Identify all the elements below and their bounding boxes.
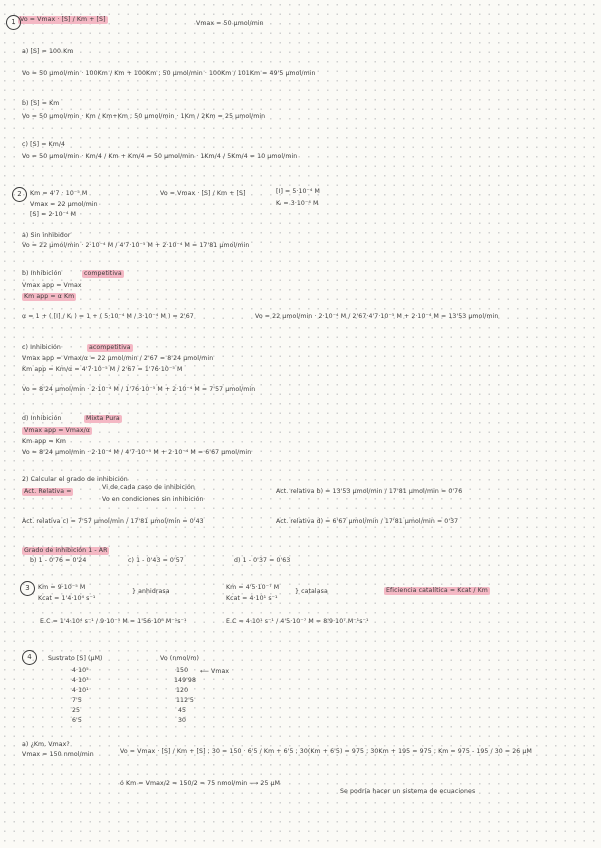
note-line-j4: Km = 4'5·10⁻⁷ M: [226, 584, 280, 591]
note-line-k10: 149'98: [174, 677, 196, 684]
note-line-k0: ⟵ Vmax: [200, 668, 230, 675]
note-line-d2: Vo = 22 μmol/min · 2·10⁻⁴ M / 4'7·10⁻⁵ M + 2·10⁻⁴ M = 17'81 μmol/min: [22, 242, 250, 249]
note-line-e4: α = 1 + ( [I] / Kᵢ ) = 1 + ( 5·10⁻⁴ M / 3·10⁻⁴ M ) = 2'67: [22, 313, 194, 320]
note-line-e3: Km app = α Km: [24, 293, 75, 300]
note-line-f1h: acompetitiva: [89, 344, 131, 351]
note-line-f3: Km app = Km/α = 4'7·10⁻⁵ M / 2'67 = 1'76·10⁻⁵ M: [22, 366, 183, 373]
note-line-c2: Vo = 50 μmol/min · Km/4 / Km + Km/4 = 50 μmol/min · 1Km/4 / 5Km/4 = 10 μmol/min: [22, 153, 298, 160]
note-line-a2: Vo = 50 μmol/min · 100Km / Km + 100Km ; 50 μmol/min · 100Km / 101Km = 49'5 μmol/min: [22, 70, 316, 77]
note-line-k4: 4·10³: [72, 677, 89, 684]
note-line-g3: Km app = Km: [22, 438, 67, 445]
note-line-k7: 25: [72, 707, 81, 714]
note-line-k3: 4·10⁵: [72, 667, 89, 674]
note-line-f1: c) Inhibición: [22, 344, 61, 351]
note-line-j3: } anhidrasa: [132, 588, 170, 595]
note-line-i1: Grado de inhibición 1 - AR: [24, 547, 108, 554]
problem-number-1: 1: [6, 15, 21, 30]
note-line-g1h: Mixta Pura: [86, 415, 120, 422]
note-line-j5: Kcat = 4·10¹ s⁻¹: [226, 595, 278, 602]
note-line-e1h: competitiva: [84, 270, 122, 277]
problem-number-2: 2: [12, 187, 27, 202]
note-line-p2d: Kᵢ = 3·10⁻⁴ M: [276, 200, 319, 207]
note-line-j2: Kcat = 1'4·10⁴ s⁻¹: [38, 595, 96, 602]
note-line-p2f: [S] = 2·10⁻⁴ M: [30, 211, 77, 218]
note-line-j1: Km = 9·10⁻⁵ M: [38, 584, 86, 591]
note-line-j8: E.C = 1'4·10⁴ s⁻¹ / 9·10⁻⁵ M = 1'56·10⁸ M⁻¹s⁻¹: [40, 618, 187, 625]
note-line-j9: E.C = 4·10¹ s⁻¹ / 4'5·10⁻⁷ M = 8'9·10⁷ M⁻¹s⁻¹: [226, 618, 369, 625]
note-line-i3: c) 1 - 0'43 = 0'57: [128, 557, 184, 564]
problem-number-4: 4: [22, 650, 37, 665]
note-line-i2: b) 1 - 0'76 = 0'24: [30, 557, 87, 564]
note-line-p2a: Km = 4'7 · 10⁻⁵ M: [30, 190, 88, 197]
note-line-b2: Vo = 50 μmol/min · Km / Km+Km ; 50 μmol/min · 1Km / 2Km = 25 μmol/min: [22, 113, 266, 120]
note-line-k11: 120: [176, 687, 189, 694]
note-line-k1: Sustrato [S] (μM): [48, 655, 103, 662]
note-line-l1: a) ¿Km, Vmax?: [22, 741, 70, 748]
note-line-l5: Se podría hacer un sistema de ecuaciones: [340, 788, 476, 795]
note-line-k6: 7'5: [72, 697, 82, 704]
note-line-h5: Act. relativa b) = 13'53 μmol/min / 17'81 μmol/min = 0'76: [276, 488, 463, 495]
note-line-a1: a) [S] = 100 Km: [22, 48, 74, 55]
note-line-p2c: [I] = 5·10⁻⁴ M: [276, 188, 320, 195]
note-line-h4: Vo en condiciones sin inhibición: [102, 496, 204, 503]
note-line-f2: Vmax app = Vmax/α = 22 μmol/min / 2'67 = 8'24 μmol/min: [22, 355, 214, 362]
note-line-h6: Act. relativa c) = 7'57 μmol/min / 17'81 μmol/min = 0'43: [22, 518, 204, 525]
note-line-p2e: Vmax = 22 μmol/min: [30, 201, 98, 208]
note-line-k13: 45: [178, 707, 187, 714]
note-line-k14: 30: [178, 717, 187, 724]
note-line-h1: 2) Calcular el grado de inhibición: [22, 476, 128, 483]
note-line-k9: 150: [176, 667, 189, 674]
note-line-g2: Vmax app = Vmax/α: [24, 427, 91, 434]
note-line-b1: b) [S] = Km: [22, 100, 60, 107]
note-line-e2: Vmax app = Vmax: [22, 282, 82, 289]
note-line-k5: 4·10¹: [72, 687, 89, 694]
note-line-g4: Vo = 8'24 μmol/min · 2·10⁻⁴ M / 4'7·10⁻⁵ M + 2·10⁻⁴ M = 6'67 μmol/min: [22, 449, 252, 456]
note-line-p2b: Vo = Vmax · [S] / Km + [S]: [160, 190, 246, 197]
note-line-j6: } catalasa: [295, 588, 328, 595]
note-line-k8: 6'5: [72, 717, 82, 724]
note-line-title: Vo = Vmax · [S] / Km + [S]: [20, 16, 106, 23]
note-line-i4: d) 1 - 0'37 = 0'63: [234, 557, 291, 564]
note-line-e5: Vo = 22 μmol/min · 2·10⁻⁴ M / 2'67·4'7·10⁻⁵ M + 2·10⁻⁴ M = 13'53 μmol/min: [255, 313, 499, 320]
note-line-h7: Act. relativa d) = 6'67 μmol/min / 17'81 μmol/min = 0'37: [276, 518, 459, 525]
note-line-h3: Vi de cada caso de inhibición: [102, 484, 195, 491]
note-line-e1: b) Inhibición: [22, 270, 62, 277]
problem-number-3: 3: [20, 581, 35, 596]
note-line-l4: ó Km = Vmax/2 = 150/2 = 75 nmol/min ⟶ 25 μM: [120, 780, 281, 787]
note-line-h2: Act. Relativa =: [24, 488, 72, 495]
note-line-c1: c) [S] = Km/4: [22, 141, 66, 148]
note-line-vmax1: Vmax = 50 μmol/min: [196, 20, 264, 27]
note-line-l2: Vmax = 150 nmol/min: [22, 751, 94, 758]
note-line-k2: Vo (nmol/m): [160, 655, 199, 662]
note-line-j7: Eficiencia catalítica = Kcat / Km: [386, 587, 488, 594]
note-line-l3: Vo = Vmax · [S] / Km + [S] ; 30 = 150 · 6'5 / Km + 6'5 ; 30(Km + 6'5) = 975 ; 30Km + 195 = 975 ; Km = 975 - 195 / 30 = 26 μM: [120, 748, 532, 755]
note-line-g1: d) Inhibición: [22, 415, 62, 422]
note-line-f4: Vo = 8'24 μmol/min · 2·10⁻⁴ M / 1'76·10⁻⁵ M + 2·10⁻⁴ M = 7'57 μmol/min: [22, 386, 256, 393]
note-line-d1: a) Sin inhibidor: [22, 232, 71, 239]
note-line-k12: 112'5: [176, 697, 194, 704]
